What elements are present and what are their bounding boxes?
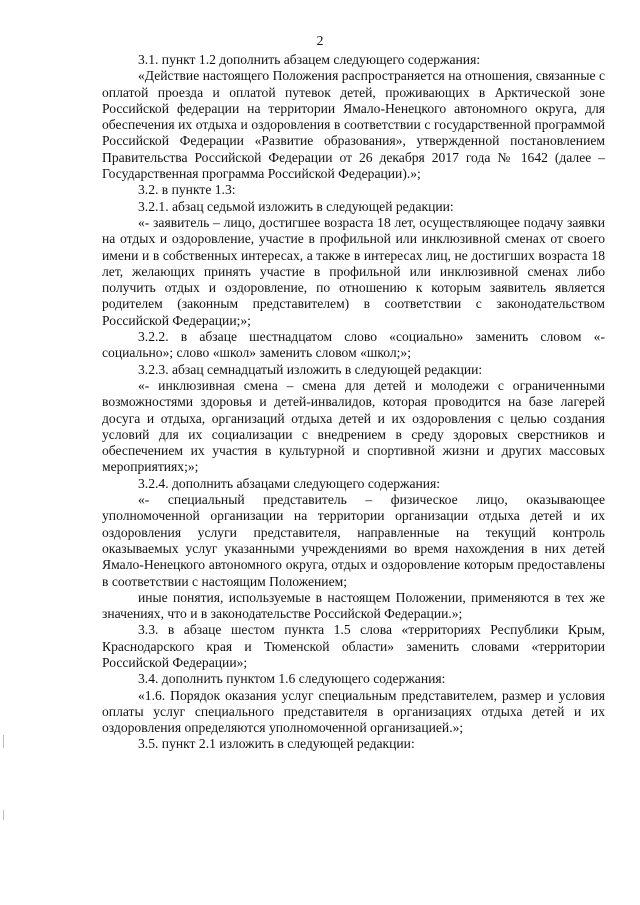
paragraph-other-terms: иные понятия, используемые в настоящем Положении, применяются в тех же значениях, что и в законодательстве Российской Федерации.»; bbox=[102, 589, 605, 622]
paragraph-inclusive-shift-definition: «- инклюзивная смена – смена для детей и молодежи с ограниченными возможностями здоровья и детей-инвалидов, которая проводится на базе лагерей досуга и отдыха, организаций отдыха детей и их оздоровления с целью создания условий для их социализации с внедрением в среду здоровых сверстников и обеспечением их участия в культурной и спортивной жизни и других массовых мероприятиях;»; bbox=[102, 377, 605, 475]
paragraph-special-representative-definition: «- специальный представитель – физическое лицо, оказывающее уполномоченной организации на территории организации отдыха детей и их оздоровления услуги представителя, направленные на текущий контроль оказываемых услуг указанными учреждениями во время нахождения в них детей Ямало-Ненецкого автономного округа, отдых и оздоровление которым предоставлены в соответствии с настоящим Положением; bbox=[102, 492, 605, 589]
page-number: 2 bbox=[316, 33, 324, 48]
paragraph-1-6-text: «1.6. Порядок оказания услуг специальным представителем, размер и условия оплаты услуг специального представителя в организациях отдыха детей и их оздоровления определяются уполномоченной организацией.»; bbox=[102, 687, 605, 736]
document-body bbox=[102, 52, 605, 753]
scan-edge-mark bbox=[3, 735, 4, 748]
paragraph-3-1: 3.1. пункт 1.2 дополнить абзацем следующего содержания: bbox=[138, 52, 481, 67]
paragraph-3-2-2: 3.2.2. в абзаце шестнадцатом слово «социально» заменить словом «- социально»; слово «школ» заменить словом «школ;»; bbox=[102, 329, 605, 361]
paragraph-3-2-4: 3.2.4. дополнить абзацами следующего содержания: bbox=[138, 475, 441, 491]
paragraph-3-3: 3.3. в абзаце шестом пункта 1.5 слова «территориях Республики Крым, Краснодарского края и Тюменской области» заменить словами «территории Российской Федерации»; bbox=[102, 622, 605, 670]
paragraph-3-2-3: 3.2.3. абзац семнадцатый изложить в следующей редакции: bbox=[138, 361, 483, 377]
paragraph-3-4: 3.4. дополнить пунктом 1.6 следующего содержания: bbox=[138, 671, 446, 687]
paragraph-3-1-text: «Действие настоящего Положения распространяется на отношения, связанные с оплатой проезда и оплатой путевок детей, проживающих в Арктической зоне Российской федерации на территории Ямало-Ненецкого автономного округа, для обеспечения их отдыха и оздоровления в соответствии с государственной программой Российской Федерации «Развитие образования», утвержденной постановлением Правительства Российской Федерации от 26 декабря 2017 года № 1642 (далее – Государственная программа Российской Федерации).»; bbox=[102, 68, 605, 182]
scan-edge-mark bbox=[3, 810, 4, 820]
paragraph-3-2: 3.2. в пункте 1.3: bbox=[138, 182, 236, 198]
paragraph-applicant-definition: «- заявитель – лицо, достигшее возраста 18 лет, осуществляющее подачу заявки на отдых и оздоровление, участие в профильной или инклюзивной сменах от своего имени и в собственных интересах, а также в интересах лиц, не достигших возраста 18 лет, желающих принять участие в профильной или инклюзивной сменах либо получить отдых и оздоровление, по отношению к которым заявитель является родителем (законным представителем) в соответствии с законодательством Российской Федерации;»; bbox=[102, 214, 605, 328]
paragraph-3-2-1: 3.2.1. абзац седьмой изложить в следующей редакции: bbox=[138, 198, 454, 214]
paragraph-3-5: 3.5. пункт 2.1 изложить в следующей редакции: bbox=[138, 736, 415, 752]
